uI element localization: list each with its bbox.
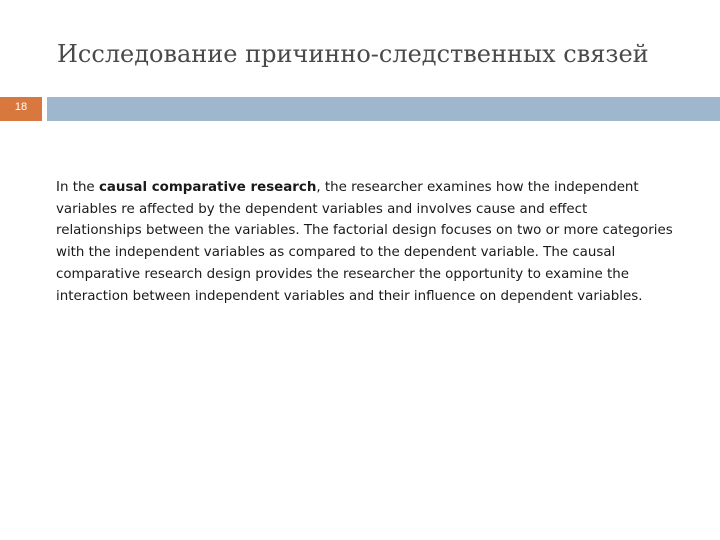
body-bold-term: causal comparative research [98, 180, 317, 195]
body-lead-text: In the [56, 180, 99, 195]
title-divider-bar [47, 97, 720, 121]
body-paragraph [56, 177, 676, 307]
slide-title: Исследование причинно-следственных связей [57, 40, 649, 68]
slide-number: 18 [14, 101, 28, 113]
body-rest-text: , the researcher examines how the independent variables re affected by the dependent variables and involves cause and effect relationships between the variables. The factorial design focuses on two or more categories with the independent variables as compared to the dependent variable. The causal comparative research design provides the researcher the opportunity to examine the interaction between independent variables and their influence on dependent variables. [56, 180, 673, 304]
